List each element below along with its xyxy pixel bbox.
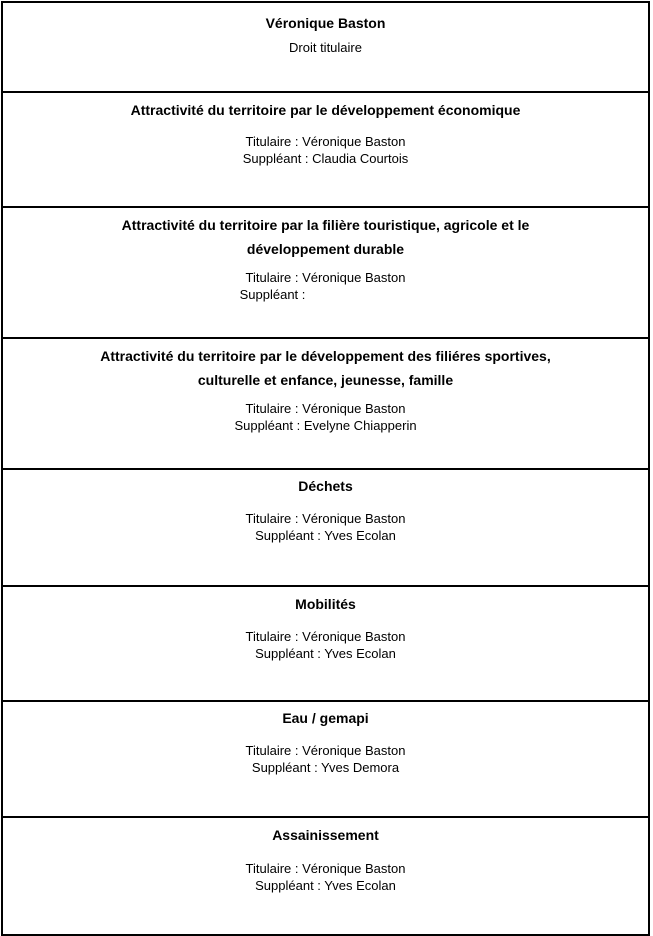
commission-title: Mobilités <box>295 596 356 612</box>
commission-title: Déchets <box>298 478 353 494</box>
commission-title: Attractivité du territoire par le développement économique <box>130 102 521 118</box>
member-name: Véronique Baston <box>265 15 386 31</box>
member-role: Droit titulaire <box>289 40 362 55</box>
commission-title-line: développement durable <box>246 241 405 257</box>
commission-row <box>2 817 649 935</box>
suppleant-line: Suppléant : Yves Ecolan <box>255 646 396 661</box>
commission-title <box>11 344 640 392</box>
commission-row <box>2 92 649 207</box>
commission-cell <box>2 92 649 207</box>
titulaire-line: Titulaire : Véronique Baston <box>245 134 406 149</box>
commission-title: Assainissement <box>272 827 379 843</box>
titulaire-line: Titulaire : Véronique Baston <box>245 629 406 644</box>
titulaire-line: Titulaire : Véronique Baston <box>245 743 406 758</box>
commission-members <box>11 742 640 776</box>
suppleant-line: Suppléant : Evelyne Chiapperin <box>234 418 417 433</box>
commission-cell <box>2 207 649 338</box>
commission-cell <box>2 701 649 817</box>
commission-row <box>2 469 649 586</box>
commission-cell <box>2 469 649 586</box>
commission-title-line: Attractivité du territoire par la filière touristique, agricole et le <box>121 217 530 233</box>
commission-title <box>11 213 640 261</box>
commission-members <box>11 510 640 544</box>
commission-row <box>2 586 649 701</box>
header-row <box>2 2 649 92</box>
suppleant-line: Suppléant : Claudia Courtois <box>242 151 409 166</box>
suppleant-line: Suppléant : Yves Ecolan <box>255 528 396 543</box>
commission-cell <box>2 817 649 935</box>
titulaire-line: Titulaire : Véronique Baston <box>245 401 406 416</box>
suppleant-line: Suppléant : Yves Demora <box>251 760 400 775</box>
commission-cell <box>2 586 649 701</box>
commission-row <box>2 338 649 469</box>
suppleant-line: Suppléant : Yves Ecolan <box>255 878 396 893</box>
titulaire-line: Titulaire : Véronique Baston <box>245 861 406 876</box>
commission-members <box>11 628 640 662</box>
commission-cell <box>2 338 649 469</box>
commission-members <box>11 860 640 894</box>
commission-members <box>11 269 640 303</box>
commission-title-line: Attractivité du territoire par le développement des filiéres sportives, <box>100 348 551 364</box>
commission-row <box>2 207 649 338</box>
suppleant-line: Suppléant : <box>239 287 306 302</box>
commission-title-line: culturelle et enfance, jeunesse, famille <box>197 372 454 388</box>
header-cell <box>2 2 649 92</box>
commission-members <box>11 133 640 167</box>
commission-row <box>2 701 649 817</box>
titulaire-line: Titulaire : Véronique Baston <box>245 511 406 526</box>
commission-members <box>11 400 640 434</box>
commissions-table <box>1 1 650 936</box>
titulaire-line: Titulaire : Véronique Baston <box>245 270 406 285</box>
commission-title: Eau / gemapi <box>282 710 369 726</box>
